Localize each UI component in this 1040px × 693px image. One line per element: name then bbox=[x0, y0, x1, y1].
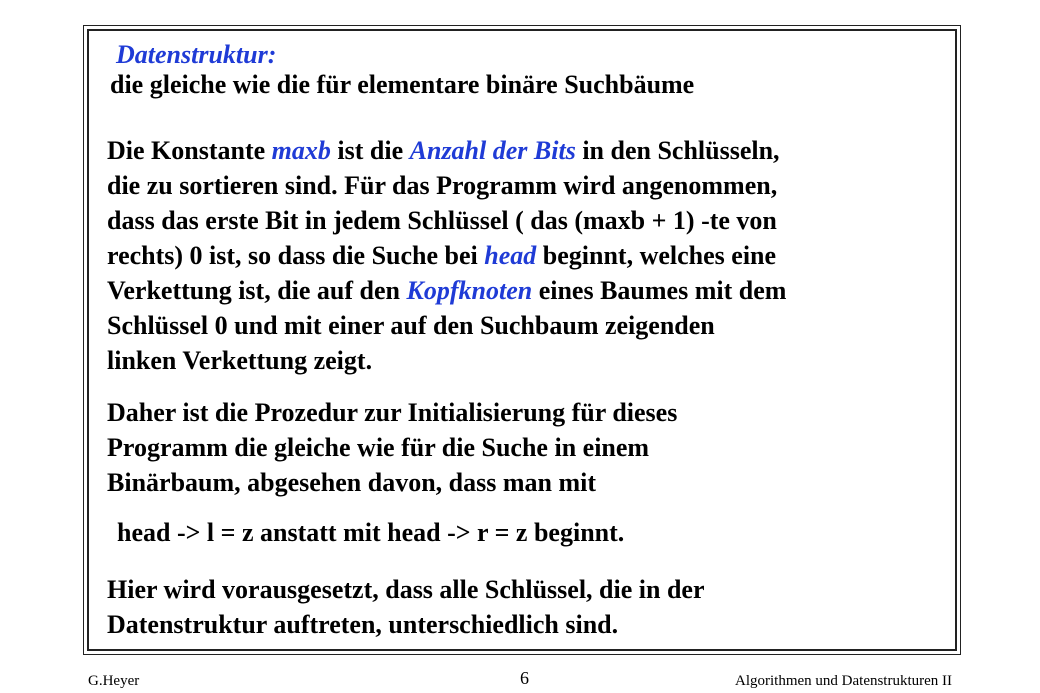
para2-line3: Binärbaum, abgesehen davon, dass man mit bbox=[107, 468, 597, 497]
para2-line2: Programm die gleiche wie für die Suche in einem bbox=[107, 433, 650, 462]
para1-line3: dass das erste Bit in jedem Schlüssel ( das (maxb + 1) -te von bbox=[107, 206, 777, 235]
para2-line1: Daher ist die Prozedur zur Initialisierung für dieses bbox=[107, 398, 678, 427]
para1-line2: die zu sortieren sind. Für das Programm wird angenommen, bbox=[107, 171, 778, 200]
slide-heading bbox=[110, 40, 695, 100]
heading-text: die gleiche wie die für elementare binäre Suchbäume bbox=[110, 70, 695, 99]
para1-line7: linken Verkettung zeigt. bbox=[107, 346, 373, 375]
footer-page-number: 6 bbox=[520, 668, 529, 688]
para1-line6: Schlüssel 0 und mit einer auf den Suchbaum zeigenden bbox=[107, 311, 715, 340]
term-maxb: maxb bbox=[271, 136, 331, 165]
paragraph-head-code: head -> l = z anstatt mit head -> r = z beginnt. bbox=[117, 518, 625, 547]
para4-line2: Datenstruktur auftreten, unterschiedlich sind. bbox=[107, 610, 619, 639]
term-head: head bbox=[484, 241, 537, 270]
footer-course: Algorithmen und Datenstrukturen II bbox=[735, 673, 953, 689]
heading-label: Datenstruktur: bbox=[116, 40, 277, 69]
paragraph-voraussetzung bbox=[107, 572, 705, 642]
paragraph-constant-maxb bbox=[107, 133, 786, 378]
paragraph-initialisierung bbox=[107, 395, 677, 500]
footer-author: G.Heyer bbox=[88, 673, 140, 689]
para1-line5: Verkettung ist, die auf den Kopfknoten eines Baumes mit dem bbox=[107, 276, 787, 305]
para4-line1: Hier wird vorausgesetzt, dass alle Schlüssel, die in der bbox=[107, 575, 705, 604]
para1-line1: Die Konstante maxb ist die Anzahl der Bits in den Schlüsseln, bbox=[107, 136, 780, 165]
term-kopfknoten: Kopfknoten bbox=[406, 276, 533, 305]
para1-line4: rechts) 0 ist, so dass die Suche bei head beginnt, welches eine bbox=[107, 241, 777, 270]
term-anzahl-der-bits: Anzahl der Bits bbox=[409, 136, 576, 165]
